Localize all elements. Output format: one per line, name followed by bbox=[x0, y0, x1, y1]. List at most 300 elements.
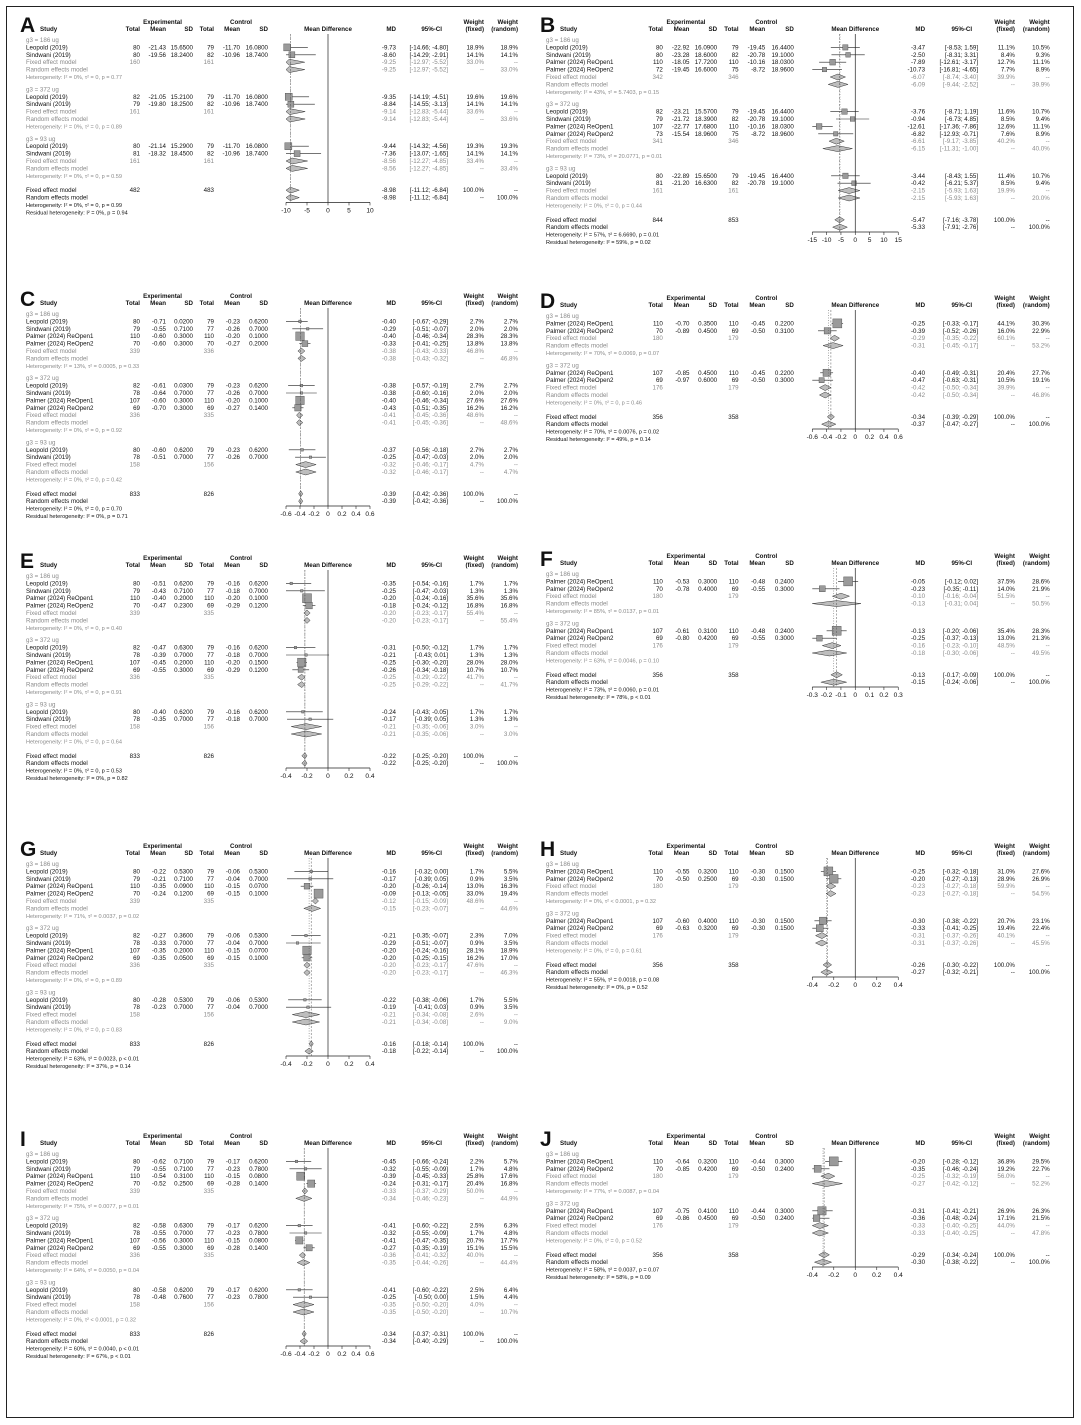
overall-heterogeneity: Heterogeneity: I² = 0%, τ² = 0, p = 0.70 bbox=[26, 506, 122, 513]
total-exp: 339 bbox=[129, 610, 140, 617]
sd-ctrl: 19.1000 bbox=[771, 116, 794, 123]
weight-random: 46.8% bbox=[1032, 392, 1050, 399]
ci-value: [-0.40; -0.29] bbox=[412, 1338, 448, 1346]
study-label: Random effects model bbox=[546, 600, 608, 608]
header-mean-difference: Mean Difference bbox=[831, 1140, 880, 1147]
md-value: -2.15 bbox=[910, 195, 926, 202]
sd-exp: 18.9600 bbox=[694, 130, 718, 138]
subgroup-label: g3 = 372 ug bbox=[546, 101, 579, 109]
study-label: Leopold (2019) bbox=[26, 644, 68, 652]
weight-fixed: 14.1% bbox=[466, 51, 484, 59]
x-tick-label: -10 bbox=[821, 237, 832, 244]
mean-ctrl: -0.29 bbox=[225, 602, 240, 610]
subgroup-heterogeneity: Heterogeneity: I² = 64%, τ² = 0.0050, p = 0.04 bbox=[26, 1268, 140, 1274]
ci-value: [-8.31; 3.31] bbox=[945, 51, 979, 59]
weight-fixed: 100.0% bbox=[993, 413, 1015, 421]
study-square bbox=[304, 1168, 307, 1171]
weight-fixed: 1.5% bbox=[469, 1294, 484, 1302]
subgroup-fixed-diamond bbox=[292, 1012, 319, 1018]
weight-random: 44.4% bbox=[500, 1259, 518, 1267]
residual-heterogeneity: Residual heterogeneity: I² = 78%, p < 0.01 bbox=[546, 695, 651, 701]
header-weight-random: Weight bbox=[1029, 295, 1050, 302]
sd-exp: 0.7000 bbox=[174, 390, 193, 397]
weight-fixed: 1.7% bbox=[469, 1230, 484, 1237]
header-sd-ctrl: SD bbox=[259, 300, 268, 307]
total-exp: 180 bbox=[652, 883, 663, 891]
study-label: Fixed effect model bbox=[26, 187, 77, 195]
weight-random: -- bbox=[513, 898, 518, 905]
weight-random: 19.6% bbox=[500, 93, 518, 101]
sd-exp: 0.6200 bbox=[174, 580, 193, 588]
ci-value: [-0.25; -0.20] bbox=[412, 752, 448, 760]
sd-ctrl: 0.1000 bbox=[249, 595, 268, 603]
weight-fixed: 28.9% bbox=[997, 875, 1015, 883]
mean-ctrl: -0.04 bbox=[225, 1004, 240, 1012]
md-value: -0.35 bbox=[910, 1165, 926, 1173]
total-exp: 158 bbox=[129, 723, 140, 731]
md-value: -0.20 bbox=[381, 610, 396, 617]
sd-ctrl: 0.5300 bbox=[249, 996, 268, 1004]
mean-ctrl: -0.20 bbox=[225, 659, 240, 667]
study-square bbox=[846, 52, 851, 57]
mean-ctrl: -20.78 bbox=[747, 180, 766, 188]
sd-exp: 0.3000 bbox=[174, 1244, 193, 1252]
study-label: Palmer (2024) ReOpen2 bbox=[546, 1165, 614, 1173]
weight-fixed: 33.0% bbox=[466, 59, 484, 67]
weight-random: 46.8% bbox=[500, 355, 518, 363]
total-ctrl: 346 bbox=[728, 74, 739, 81]
md-value: -0.20 bbox=[381, 962, 396, 970]
weight-fixed: -- bbox=[479, 469, 484, 476]
sd-ctrl: 16.4400 bbox=[771, 44, 794, 52]
header-control: Control bbox=[755, 553, 778, 560]
weight-random: -- bbox=[1045, 335, 1050, 343]
overall-random-diamond bbox=[821, 679, 847, 685]
md-value: -0.12 bbox=[381, 898, 396, 905]
mean-ctrl: -0.28 bbox=[225, 1180, 240, 1188]
mean-ctrl: -0.04 bbox=[225, 875, 240, 883]
ci-value: [-0.32; -0.18] bbox=[942, 868, 979, 876]
weight-random: 50.5% bbox=[1032, 600, 1050, 608]
weight-fixed: -- bbox=[479, 731, 484, 738]
total-exp: 80 bbox=[133, 1158, 140, 1166]
weight-fixed: 2.0% bbox=[469, 390, 484, 397]
header-study: Study bbox=[40, 562, 58, 569]
weight-random: -- bbox=[1045, 642, 1050, 650]
sd-exp: 0.3500 bbox=[698, 320, 718, 328]
total-exp: 82 bbox=[133, 932, 140, 940]
header-sd-exp: SD bbox=[708, 302, 718, 309]
ci-value: [-0.50; -0.34] bbox=[942, 392, 979, 399]
weight-fixed: 40.0% bbox=[466, 1252, 484, 1260]
total-exp: 69 bbox=[133, 404, 140, 412]
header-ci: 95%-CI bbox=[421, 850, 442, 857]
study-label: Random effects model bbox=[26, 905, 88, 913]
md-value: -0.18 bbox=[910, 650, 926, 657]
mean-exp: -0.78 bbox=[675, 585, 690, 593]
total-exp: 336 bbox=[129, 412, 140, 420]
forest-panel-e bbox=[18, 550, 530, 832]
ci-value: [-0.32; -0.21] bbox=[942, 969, 979, 977]
mean-exp: -0.50 bbox=[675, 875, 690, 883]
weight-fixed: 14.1% bbox=[466, 150, 484, 158]
total-exp: 110 bbox=[652, 320, 663, 328]
panel-letter-j: J bbox=[540, 1128, 552, 1151]
study-label: Leopold (2019) bbox=[26, 996, 68, 1004]
sd-ctrl: 0.3000 bbox=[774, 585, 794, 593]
ci-value: [-0.43; -0.32] bbox=[412, 355, 448, 363]
ci-value: [-0.37; -0.26] bbox=[942, 932, 979, 940]
weight-fixed: 17.1% bbox=[997, 1215, 1015, 1223]
x-tick-label: 0 bbox=[326, 1351, 330, 1358]
sd-ctrl: 16.0800 bbox=[245, 143, 268, 151]
mean-exp: -21.14 bbox=[148, 143, 166, 151]
header-total-ctrl: Total bbox=[199, 562, 214, 569]
mean-exp: -0.70 bbox=[675, 320, 690, 328]
weight-fixed: -- bbox=[479, 760, 484, 768]
study-label: Fixed effect model bbox=[26, 490, 77, 498]
mean-ctrl: -0.45 bbox=[751, 369, 766, 377]
header-total-exp: Total bbox=[648, 1140, 663, 1147]
sd-ctrl: 18.9600 bbox=[771, 130, 794, 138]
header-md: MD bbox=[386, 26, 396, 33]
sd-ctrl: 0.3100 bbox=[774, 327, 794, 335]
study-square bbox=[290, 582, 293, 585]
mean-exp: -0.60 bbox=[151, 397, 166, 405]
header-total-exp: Total bbox=[648, 26, 663, 33]
study-square bbox=[296, 332, 305, 341]
study-label: Palmer (2024) ReOpen2 bbox=[546, 875, 614, 883]
header-total-ctrl: Total bbox=[724, 26, 739, 33]
weight-random: -- bbox=[1045, 187, 1050, 195]
total-ctrl: 69 bbox=[731, 1165, 739, 1173]
mean-exp: -0.47 bbox=[151, 602, 166, 610]
study-label: Leopold (2019) bbox=[26, 446, 68, 454]
md-value: -0.05 bbox=[910, 578, 926, 586]
mean-ctrl: -0.16 bbox=[225, 708, 240, 716]
ci-value: [-8.43; 1.55] bbox=[945, 172, 979, 180]
header-mean-exp: Mean bbox=[673, 560, 690, 567]
total-ctrl: 79 bbox=[207, 868, 214, 876]
x-tick-label: 0 bbox=[853, 692, 858, 699]
md-value: -0.25 bbox=[381, 587, 396, 595]
header-weight-random-sub: (random) bbox=[1022, 850, 1050, 857]
md-value: -0.41 bbox=[381, 1286, 396, 1294]
weight-fixed: 1.7% bbox=[469, 996, 484, 1004]
mean-exp: -0.55 bbox=[151, 1165, 166, 1173]
weight-random: 100.0% bbox=[497, 498, 518, 506]
header-weight-fixed-sub: (fixed) bbox=[996, 302, 1015, 309]
mean-ctrl: -0.26 bbox=[225, 454, 240, 462]
weight-fixed: 20.4% bbox=[997, 369, 1015, 377]
md-value: -0.13 bbox=[910, 600, 926, 608]
total-exp: 341 bbox=[652, 138, 663, 146]
ci-value: [-0.47; -0.03] bbox=[412, 587, 448, 595]
ci-value: [-0.29; -0.22] bbox=[412, 681, 448, 689]
study-square bbox=[298, 667, 303, 672]
x-tick-label: 0.2 bbox=[337, 1351, 347, 1358]
subgroup-label: g3 = 186 ug bbox=[26, 37, 59, 44]
mean-ctrl: -0.29 bbox=[225, 666, 240, 674]
study-square bbox=[309, 456, 312, 459]
ci-value: [-9.44; -2.52] bbox=[942, 81, 979, 89]
md-value: -0.25 bbox=[381, 454, 396, 462]
total-ctrl: 179 bbox=[728, 593, 739, 601]
weight-random: -- bbox=[513, 187, 518, 195]
md-value: -0.47 bbox=[910, 377, 926, 385]
ci-value: [-0.30; -0.06] bbox=[942, 650, 979, 657]
study-square bbox=[297, 1172, 305, 1180]
total-exp: 176 bbox=[652, 384, 663, 392]
weight-random: 46.3% bbox=[500, 969, 518, 977]
x-tick-label: 15 bbox=[894, 237, 902, 244]
total-ctrl: 69 bbox=[207, 666, 214, 674]
md-value: -0.25 bbox=[381, 1294, 396, 1302]
sd-ctrl: 0.2000 bbox=[249, 340, 268, 348]
mean-ctrl: -0.48 bbox=[751, 627, 766, 635]
weight-random: 33.4% bbox=[500, 165, 518, 173]
total-ctrl: 110 bbox=[728, 1158, 739, 1166]
study-label: Random effects model bbox=[546, 145, 608, 153]
mean-ctrl: -0.16 bbox=[225, 580, 240, 588]
sd-ctrl: 0.1000 bbox=[249, 333, 268, 341]
ci-value: [-0.50; -0.34] bbox=[942, 384, 979, 392]
mean-exp: -0.55 bbox=[675, 868, 690, 876]
header-ci: 95%-CI bbox=[951, 302, 973, 309]
md-value: -0.22 bbox=[381, 760, 396, 768]
total-ctrl: 358 bbox=[728, 413, 739, 421]
weight-random: -- bbox=[1045, 1251, 1050, 1259]
mean-exp: -0.52 bbox=[151, 1180, 166, 1188]
mean-exp: -0.28 bbox=[151, 996, 166, 1004]
md-value: -9.25 bbox=[381, 66, 396, 74]
header-experimental: Experimental bbox=[143, 19, 182, 26]
study-square bbox=[852, 181, 857, 186]
md-value: -0.18 bbox=[381, 1048, 396, 1056]
study-square bbox=[296, 1237, 303, 1244]
md-value: -0.33 bbox=[910, 1222, 926, 1230]
total-ctrl: 77 bbox=[207, 875, 214, 883]
md-value: -0.39 bbox=[381, 490, 396, 498]
weight-random: 100.0% bbox=[497, 1338, 518, 1346]
total-exp: 69 bbox=[655, 1215, 663, 1223]
x-tick-label: -0.2 bbox=[828, 1272, 840, 1279]
md-value: -0.21 bbox=[381, 1019, 396, 1026]
total-exp: 356 bbox=[652, 961, 663, 969]
mean-exp: -0.45 bbox=[151, 659, 166, 667]
total-ctrl: 826 bbox=[203, 752, 214, 760]
weight-random: 29.5% bbox=[1032, 1158, 1050, 1166]
study-label: Palmer (2024) ReOpen2 bbox=[546, 925, 614, 933]
study-label: Random effects model bbox=[26, 1259, 88, 1267]
sd-ctrl: 0.6200 bbox=[249, 318, 268, 326]
total-ctrl: 853 bbox=[728, 216, 739, 224]
header-control: Control bbox=[230, 843, 252, 850]
total-ctrl: 69 bbox=[731, 925, 739, 933]
subgroup-heterogeneity: Heterogeneity: I² = 0%, τ² = 0, p = 0.46 bbox=[546, 400, 642, 407]
total-ctrl: 335 bbox=[203, 674, 214, 682]
weight-random: 10.7% bbox=[500, 1309, 518, 1316]
residual-heterogeneity: Residual heterogeneity: I² = 49%, p = 0.14 bbox=[546, 437, 651, 443]
ci-value: [-17.36; -7.86] bbox=[939, 123, 979, 131]
weight-fixed: 12.6% bbox=[997, 123, 1015, 131]
total-exp: 69 bbox=[133, 1244, 140, 1252]
x-tick-label: 0.2 bbox=[879, 692, 889, 699]
ci-value: [-0.35; -0.06] bbox=[412, 731, 448, 738]
sd-exp: 0.6200 bbox=[174, 708, 193, 716]
mean-ctrl: -0.15 bbox=[225, 954, 240, 962]
md-value: -0.24 bbox=[381, 1180, 396, 1188]
weight-random: 4.7% bbox=[503, 469, 518, 476]
mean-ctrl: -0.15 bbox=[225, 947, 240, 955]
ci-value: [-0.45; -0.33] bbox=[412, 1173, 448, 1181]
overall-heterogeneity: Heterogeneity: I² = 0%, τ² = 0, p = 0.53 bbox=[26, 768, 122, 775]
sd-ctrl: 0.3000 bbox=[774, 635, 794, 643]
ci-value: [-0.57; -0.19] bbox=[412, 382, 448, 390]
mean-exp: -0.51 bbox=[151, 454, 166, 462]
total-exp: 69 bbox=[133, 954, 140, 962]
header-weight-fixed-sub: (fixed) bbox=[465, 850, 484, 857]
study-label: Palmer (2024) ReOpen1 bbox=[26, 595, 94, 603]
ci-value: [-11.12; -6.84] bbox=[409, 194, 448, 202]
sd-exp: 0.7100 bbox=[174, 875, 193, 883]
md-value: -9.14 bbox=[381, 116, 396, 123]
weight-random: 10.7% bbox=[1032, 108, 1050, 116]
sd-exp: 0.4000 bbox=[698, 585, 718, 593]
header-total-exp: Total bbox=[125, 562, 140, 569]
study-label: Random effects model bbox=[546, 969, 608, 977]
mean-ctrl: -8.72 bbox=[751, 130, 766, 138]
study-square bbox=[816, 124, 822, 130]
overall-heterogeneity: Heterogeneity: I² = 57%, τ² = 6.6690, p = 0.01 bbox=[546, 232, 660, 239]
weight-fixed: 1.7% bbox=[469, 708, 484, 716]
header-control: Control bbox=[230, 19, 252, 26]
sd-ctrl: 18.7400 bbox=[245, 101, 268, 109]
mean-exp: -0.27 bbox=[151, 932, 166, 940]
total-ctrl: 179 bbox=[728, 384, 739, 392]
header-md: MD bbox=[386, 300, 396, 307]
weight-fixed: 8.4% bbox=[1000, 51, 1015, 59]
weight-fixed: 2.5% bbox=[469, 1222, 484, 1230]
header-weight-random: Weight bbox=[497, 555, 518, 562]
sd-ctrl: 0.6200 bbox=[249, 580, 268, 588]
ci-value: [-11.31; -1.00] bbox=[940, 145, 979, 153]
ci-value: [-0.43; -0.05] bbox=[412, 708, 448, 716]
study-label: Random effects model bbox=[546, 1230, 608, 1237]
total-exp: 80 bbox=[133, 318, 140, 326]
weight-fixed: 48.6% bbox=[466, 898, 484, 905]
x-tick-label: 0 bbox=[853, 982, 858, 989]
total-ctrl: 179 bbox=[728, 1222, 739, 1230]
weight-fixed: 19.6% bbox=[466, 93, 484, 101]
ci-value: [-0.39; 0.05] bbox=[414, 716, 448, 724]
subgroup-random-diamond bbox=[838, 195, 860, 201]
header-mean-exp: Mean bbox=[150, 850, 166, 857]
sd-ctrl: 0.1500 bbox=[774, 875, 794, 883]
study-square bbox=[823, 369, 830, 376]
weight-fixed: 2.3% bbox=[469, 932, 484, 940]
subgroup-random-diamond bbox=[826, 891, 836, 897]
weight-random: 22.4% bbox=[1032, 925, 1050, 933]
header-sd-ctrl: SD bbox=[259, 850, 268, 857]
total-exp: 78 bbox=[133, 716, 140, 724]
weight-random: -- bbox=[513, 1301, 518, 1309]
ci-value: [-0.24; -0.06] bbox=[942, 679, 979, 687]
sd-exp: 0.7000 bbox=[174, 454, 193, 462]
study-square bbox=[285, 93, 292, 100]
md-value: -0.27 bbox=[910, 1180, 926, 1188]
total-ctrl: 179 bbox=[728, 932, 739, 940]
mean-exp: -0.53 bbox=[675, 578, 690, 586]
overall-heterogeneity: Heterogeneity: I² = 63%, τ² = 0.0023, p < 0.01 bbox=[26, 1056, 140, 1063]
subgroup-heterogeneity: Heterogeneity: I² = 0%, τ² = 0, p = 0.59 bbox=[26, 173, 122, 180]
ci-value: [-0.60; -0.22] bbox=[412, 1286, 448, 1294]
total-ctrl: 79 bbox=[731, 172, 739, 180]
total-ctrl: 69 bbox=[731, 327, 739, 335]
header-sd-ctrl: SD bbox=[785, 850, 794, 857]
weight-random: 21.9% bbox=[1032, 585, 1050, 593]
weight-random: 100.0% bbox=[1028, 679, 1050, 687]
weight-fixed: 11.4% bbox=[997, 172, 1015, 180]
mean-ctrl: -0.30 bbox=[751, 875, 766, 883]
total-ctrl: 69 bbox=[731, 635, 739, 643]
study-square bbox=[302, 711, 305, 714]
study-label: Random effects model bbox=[26, 355, 88, 363]
study-label: Random effects model bbox=[26, 731, 88, 738]
md-value: -0.31 bbox=[910, 940, 926, 947]
header-weight-fixed: Weight bbox=[463, 293, 484, 300]
study-square bbox=[819, 917, 826, 924]
mean-ctrl: -10.16 bbox=[747, 123, 766, 131]
study-square bbox=[818, 1207, 826, 1215]
md-value: -8.98 bbox=[381, 194, 396, 202]
total-exp: 482 bbox=[129, 187, 140, 195]
total-exp: 110 bbox=[130, 1173, 140, 1181]
sd-ctrl: 0.0700 bbox=[249, 947, 268, 955]
weight-fixed: 2.7% bbox=[469, 446, 484, 454]
header-weight-fixed: Weight bbox=[463, 19, 484, 26]
total-ctrl: 79 bbox=[207, 382, 214, 390]
study-label: Palmer (2024) ReOpen1 bbox=[26, 883, 94, 891]
weight-random: 19.4% bbox=[500, 890, 518, 898]
forest-plot-c bbox=[18, 288, 530, 558]
total-ctrl: 79 bbox=[207, 318, 214, 326]
total-ctrl: 79 bbox=[207, 44, 214, 52]
mean-ctrl: -10.96 bbox=[222, 150, 240, 158]
header-weight-fixed-sub: (fixed) bbox=[465, 300, 484, 307]
weight-fixed: -- bbox=[1010, 600, 1015, 608]
sd-ctrl: 0.7000 bbox=[249, 652, 268, 659]
mean-ctrl: -0.18 bbox=[225, 716, 240, 724]
total-exp: 78 bbox=[133, 1230, 140, 1237]
sd-ctrl: 18.0300 bbox=[771, 123, 794, 131]
weight-fixed: 1.3% bbox=[469, 716, 484, 724]
header-ci: 95%-CI bbox=[421, 1140, 442, 1147]
weight-random: -- bbox=[513, 1040, 518, 1048]
weight-random: -- bbox=[1045, 1222, 1050, 1230]
weight-random: 52.2% bbox=[1032, 1180, 1050, 1188]
md-value: -0.23 bbox=[910, 585, 926, 593]
header-sd-exp: SD bbox=[708, 26, 718, 33]
study-label: Palmer (2024) ReOpen1 bbox=[546, 123, 614, 131]
weight-random: 53.2% bbox=[1032, 342, 1050, 350]
study-label: Palmer (2024) ReOpen2 bbox=[26, 666, 94, 674]
study-label: Random effects model bbox=[546, 679, 608, 687]
header-mean-ctrl: Mean bbox=[224, 300, 240, 307]
subgroup-fixed-diamond bbox=[299, 1252, 305, 1258]
study-square bbox=[294, 646, 297, 649]
weight-random: -- bbox=[513, 108, 518, 116]
